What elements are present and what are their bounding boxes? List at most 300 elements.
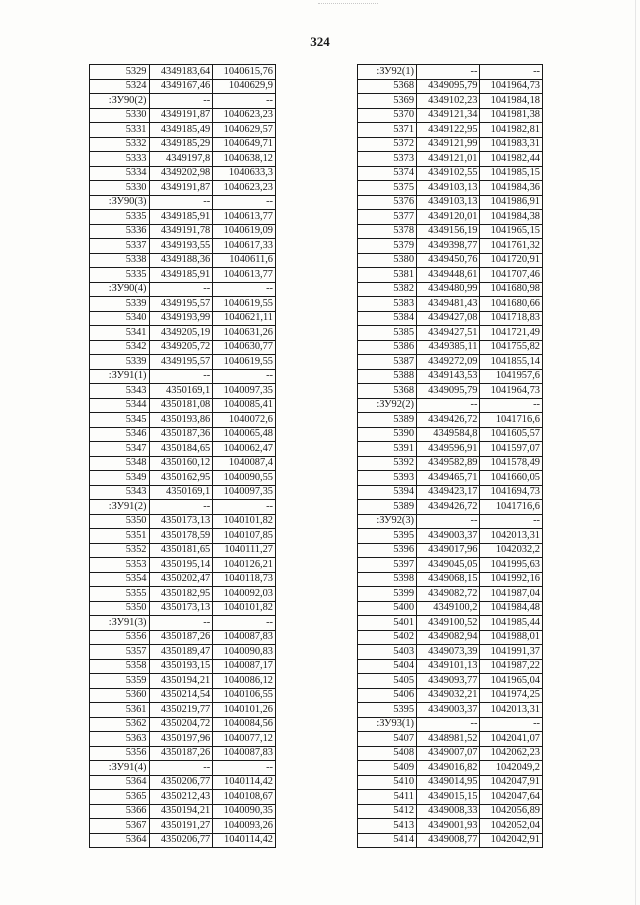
x-coordinate-cell: 4349101,13	[417, 659, 480, 674]
table-row	[358, 210, 543, 225]
x-coordinate-cell: 4349197,8	[149, 152, 213, 167]
table-row	[358, 79, 543, 94]
point-number-cell: 5401	[358, 616, 417, 631]
table-row	[90, 587, 276, 602]
y-coordinate-cell: 1041718,83	[480, 311, 543, 326]
table-row	[358, 761, 543, 776]
x-coordinate-cell: 4349193,55	[149, 239, 213, 254]
y-coordinate-cell: 1041991,37	[480, 645, 543, 660]
table-row	[358, 311, 543, 326]
y-coordinate-cell: --	[480, 65, 543, 80]
y-coordinate-cell: --	[213, 195, 276, 210]
y-coordinate-cell: 1042013,31	[480, 529, 543, 544]
point-number-cell: 5362	[90, 717, 150, 732]
x-coordinate-cell: 4350195,14	[149, 558, 213, 573]
table-row	[358, 137, 543, 152]
point-number-cell: 5380	[358, 253, 417, 268]
y-coordinate-cell: 1042047,64	[480, 790, 543, 805]
y-coordinate-cell: 1041855,14	[480, 355, 543, 370]
x-coordinate-cell: 4349121,01	[417, 152, 480, 167]
point-number-cell: 5405	[358, 674, 417, 689]
x-coordinate-cell: 4349423,17	[417, 485, 480, 500]
scan-top-mark	[318, 3, 378, 10]
x-coordinate-cell: --	[417, 65, 480, 80]
table-row	[90, 529, 276, 544]
table-row	[358, 253, 543, 268]
table-row	[90, 355, 276, 370]
point-number-cell: 5343	[90, 384, 150, 399]
table-row	[358, 587, 543, 602]
x-coordinate-cell: 4349103,13	[417, 181, 480, 196]
y-coordinate-cell: --	[213, 282, 276, 297]
table-row	[90, 268, 276, 283]
point-number-cell: 5364	[90, 775, 150, 790]
y-coordinate-cell: 1040077,12	[213, 732, 276, 747]
point-number-cell: 5373	[358, 152, 417, 167]
table-row	[90, 819, 276, 834]
x-coordinate-cell: 4349156,19	[417, 224, 480, 239]
y-coordinate-cell: 1041720,91	[480, 253, 543, 268]
x-coordinate-cell: 4349082,72	[417, 587, 480, 602]
table-row	[358, 746, 543, 761]
point-number-cell: 5342	[90, 340, 150, 355]
point-number-cell: 5339	[90, 355, 150, 370]
point-number-cell: 5338	[90, 253, 150, 268]
table-row	[90, 601, 276, 616]
x-coordinate-cell: --	[149, 195, 213, 210]
table-row	[90, 775, 276, 790]
table-row	[90, 137, 276, 152]
point-number-cell: 5395	[358, 703, 417, 718]
y-coordinate-cell: 1041660,05	[480, 471, 543, 486]
parcel-label-cell: :ЗУ92(1)	[358, 65, 417, 80]
y-coordinate-cell: 1041694,73	[480, 485, 543, 500]
point-number-cell: 5336	[90, 224, 150, 239]
y-coordinate-cell: 1041680,98	[480, 282, 543, 297]
point-number-cell: 5366	[90, 804, 150, 819]
table-row	[90, 210, 276, 225]
x-coordinate-cell: 4349480,99	[417, 282, 480, 297]
table-row	[90, 442, 276, 457]
y-coordinate-cell: 1041984,38	[480, 210, 543, 225]
y-coordinate-cell: 1041985,15	[480, 166, 543, 181]
point-number-cell: 5369	[358, 94, 417, 109]
x-coordinate-cell: 4348981,52	[417, 732, 480, 747]
point-number-cell: 5351	[90, 529, 150, 544]
table-row	[90, 239, 276, 254]
x-coordinate-cell: 4350214,54	[149, 688, 213, 703]
point-number-cell: 5374	[358, 166, 417, 181]
y-coordinate-cell: 1040108,67	[213, 790, 276, 805]
table-row	[358, 152, 543, 167]
coordinates-table-right	[357, 64, 543, 848]
y-coordinate-cell: 1040623,23	[213, 108, 276, 123]
x-coordinate-cell: 4349095,79	[417, 384, 480, 399]
x-coordinate-cell: 4349191,87	[149, 108, 213, 123]
y-coordinate-cell: 1041982,44	[480, 152, 543, 167]
x-coordinate-cell: 4349082,94	[417, 630, 480, 645]
y-coordinate-cell: 1042056,89	[480, 804, 543, 819]
parcel-header-row	[358, 514, 543, 529]
y-coordinate-cell: 1041985,44	[480, 616, 543, 631]
y-coordinate-cell: 1041984,48	[480, 601, 543, 616]
x-coordinate-cell: 4349188,36	[149, 253, 213, 268]
y-coordinate-cell: --	[213, 500, 276, 515]
table-row	[90, 630, 276, 645]
table-row	[90, 543, 276, 558]
point-number-cell: 5412	[358, 804, 417, 819]
x-coordinate-cell: 4349073,39	[417, 645, 480, 660]
point-number-cell: 5345	[90, 413, 150, 428]
table-row	[90, 253, 276, 268]
table-row	[358, 108, 543, 123]
y-coordinate-cell: 1040106,55	[213, 688, 276, 703]
y-coordinate-cell: 1042042,91	[480, 833, 543, 848]
x-coordinate-cell: 4349205,19	[149, 326, 213, 341]
point-number-cell: 5403	[358, 645, 417, 660]
point-number-cell: 5382	[358, 282, 417, 297]
x-coordinate-cell: 4349426,72	[417, 413, 480, 428]
y-coordinate-cell: 1042052,04	[480, 819, 543, 834]
point-number-cell: 5355	[90, 587, 150, 602]
point-number-cell: 5408	[358, 746, 417, 761]
point-number-cell: 5393	[358, 471, 417, 486]
table-row	[90, 804, 276, 819]
point-number-cell: 5400	[358, 601, 417, 616]
table-row	[90, 456, 276, 471]
x-coordinate-cell: 4350206,77	[149, 775, 213, 790]
y-coordinate-cell: 1041981,38	[480, 108, 543, 123]
table-row	[358, 703, 543, 718]
x-coordinate-cell: 4349102,23	[417, 94, 480, 109]
table-row	[358, 355, 543, 370]
y-coordinate-cell: 1040072,6	[213, 413, 276, 428]
y-coordinate-cell: 1040629,9	[213, 79, 276, 94]
y-coordinate-cell: 1041716,6	[480, 413, 543, 428]
table-row	[358, 790, 543, 805]
point-number-cell: 5359	[90, 674, 150, 689]
point-number-cell: 5399	[358, 587, 417, 602]
y-coordinate-cell: 1041755,82	[480, 340, 543, 355]
x-coordinate-cell: 4349185,29	[149, 137, 213, 152]
x-coordinate-cell: 4349100,2	[417, 601, 480, 616]
point-number-cell: 5378	[358, 224, 417, 239]
x-coordinate-cell: 4349003,37	[417, 703, 480, 718]
table-row	[358, 282, 543, 297]
x-coordinate-cell: 4350206,77	[149, 833, 213, 848]
x-coordinate-cell: 4349016,82	[417, 761, 480, 776]
table-row	[358, 485, 543, 500]
point-number-cell: 5394	[358, 485, 417, 500]
x-coordinate-cell: 4349195,57	[149, 297, 213, 312]
x-coordinate-cell: 4349093,77	[417, 674, 480, 689]
x-coordinate-cell: 4349185,91	[149, 210, 213, 225]
x-coordinate-cell: 4349032,21	[417, 688, 480, 703]
y-coordinate-cell: 1042013,31	[480, 703, 543, 718]
table-row	[90, 833, 276, 848]
y-coordinate-cell: 1041597,07	[480, 442, 543, 457]
y-coordinate-cell: 1042047,91	[480, 775, 543, 790]
x-coordinate-cell: 4350187,26	[149, 630, 213, 645]
y-coordinate-cell: 1041957,6	[480, 369, 543, 384]
x-coordinate-cell: 4350194,21	[149, 674, 213, 689]
x-coordinate-cell: 4349427,51	[417, 326, 480, 341]
table-row	[90, 398, 276, 413]
point-number-cell: 5388	[358, 369, 417, 384]
parcel-label-cell: :ЗУ92(3)	[358, 514, 417, 529]
x-coordinate-cell: 4350193,15	[149, 659, 213, 674]
y-coordinate-cell: 1041965,04	[480, 674, 543, 689]
table-row	[358, 239, 543, 254]
x-coordinate-cell: 4350187,26	[149, 746, 213, 761]
y-coordinate-cell: 1040087,4	[213, 456, 276, 471]
y-coordinate-cell: 1040629,57	[213, 123, 276, 138]
table-row	[90, 340, 276, 355]
point-number-cell: 5364	[90, 833, 150, 848]
table-row	[358, 572, 543, 587]
y-coordinate-cell: 1040090,83	[213, 645, 276, 660]
x-coordinate-cell: 4349007,07	[417, 746, 480, 761]
point-number-cell: 5330	[90, 181, 150, 196]
x-coordinate-cell: --	[149, 94, 213, 109]
x-coordinate-cell: 4350173,13	[149, 514, 213, 529]
y-coordinate-cell: 1040619,55	[213, 355, 276, 370]
point-number-cell: 5343	[90, 485, 150, 500]
x-coordinate-cell: 4350191,27	[149, 819, 213, 834]
x-coordinate-cell: 4349426,72	[417, 500, 480, 515]
x-coordinate-cell: 4349195,57	[149, 355, 213, 370]
point-number-cell: 5356	[90, 630, 150, 645]
y-coordinate-cell: 1041982,81	[480, 123, 543, 138]
y-coordinate-cell: --	[213, 94, 276, 109]
point-number-cell: 5409	[358, 761, 417, 776]
point-number-cell: 5367	[90, 819, 150, 834]
page-number: 324	[310, 34, 330, 49]
point-number-cell: 5397	[358, 558, 417, 573]
table-row	[358, 413, 543, 428]
y-coordinate-cell: 1041974,25	[480, 688, 543, 703]
y-coordinate-cell: 1042041,07	[480, 732, 543, 747]
point-number-cell: 5350	[90, 514, 150, 529]
x-coordinate-cell: 4349008,77	[417, 833, 480, 848]
table-row	[90, 123, 276, 138]
x-coordinate-cell: 4350197,96	[149, 732, 213, 747]
table-row	[90, 311, 276, 326]
parcel-label-cell: :ЗУ91(4)	[90, 761, 150, 776]
x-coordinate-cell: 4349193,99	[149, 311, 213, 326]
table-row	[358, 804, 543, 819]
table-row	[90, 558, 276, 573]
y-coordinate-cell: 1040649,71	[213, 137, 276, 152]
point-number-cell: 5402	[358, 630, 417, 645]
x-coordinate-cell: 4349120,01	[417, 210, 480, 225]
x-coordinate-cell: 4349103,13	[417, 195, 480, 210]
parcel-header-row	[90, 500, 276, 515]
y-coordinate-cell: 1040615,76	[213, 65, 276, 80]
point-number-cell: 5398	[358, 572, 417, 587]
table-row	[358, 297, 543, 312]
y-coordinate-cell: 1041995,63	[480, 558, 543, 573]
table-row	[358, 181, 543, 196]
x-coordinate-cell: 4349095,79	[417, 79, 480, 94]
y-coordinate-cell: 1041987,04	[480, 587, 543, 602]
y-coordinate-cell: --	[480, 398, 543, 413]
y-coordinate-cell: 1041965,15	[480, 224, 543, 239]
x-coordinate-cell: 4349385,11	[417, 340, 480, 355]
table-row	[90, 152, 276, 167]
y-coordinate-cell: 1040631,26	[213, 326, 276, 341]
y-coordinate-cell: 1040114,42	[213, 833, 276, 848]
y-coordinate-cell: 1042062,23	[480, 746, 543, 761]
x-coordinate-cell: 4350193,86	[149, 413, 213, 428]
x-coordinate-cell: 4349272,09	[417, 355, 480, 370]
x-coordinate-cell: 4350169,1	[149, 384, 213, 399]
y-coordinate-cell: 1040092,03	[213, 587, 276, 602]
table-row	[358, 224, 543, 239]
point-number-cell: 5368	[358, 79, 417, 94]
point-number-cell: 5324	[90, 79, 150, 94]
point-number-cell: 5331	[90, 123, 150, 138]
x-coordinate-cell: 4350184,65	[149, 442, 213, 457]
table-row	[358, 543, 543, 558]
parcel-header-row	[90, 195, 276, 210]
point-number-cell: 5376	[358, 195, 417, 210]
point-number-cell: 5350	[90, 601, 150, 616]
y-coordinate-cell: 1041986,91	[480, 195, 543, 210]
y-coordinate-cell: 1040111,27	[213, 543, 276, 558]
y-coordinate-cell: 1041987,22	[480, 659, 543, 674]
point-number-cell: 5340	[90, 311, 150, 326]
point-number-cell: 5413	[358, 819, 417, 834]
y-coordinate-cell: 1040090,35	[213, 804, 276, 819]
x-coordinate-cell: --	[149, 282, 213, 297]
y-coordinate-cell: 1041964,73	[480, 79, 543, 94]
y-coordinate-cell: 1041716,6	[480, 500, 543, 515]
point-number-cell: 5354	[90, 572, 150, 587]
point-number-cell: 5365	[90, 790, 150, 805]
table-row	[358, 500, 543, 515]
point-number-cell: 5357	[90, 645, 150, 660]
x-coordinate-cell: 4349014,95	[417, 775, 480, 790]
table-row	[358, 384, 543, 399]
x-coordinate-cell: --	[149, 500, 213, 515]
x-coordinate-cell: 4349584,8	[417, 427, 480, 442]
y-coordinate-cell: 1041983,31	[480, 137, 543, 152]
table-row	[358, 732, 543, 747]
x-coordinate-cell: 4350181,65	[149, 543, 213, 558]
table-row	[90, 224, 276, 239]
x-coordinate-cell: --	[417, 398, 480, 413]
table-row	[358, 645, 543, 660]
point-number-cell: 5353	[90, 558, 150, 573]
y-coordinate-cell: 1041984,18	[480, 94, 543, 109]
y-coordinate-cell: 1040087,83	[213, 630, 276, 645]
point-number-cell: 5372	[358, 137, 417, 152]
x-coordinate-cell: 4349191,78	[149, 224, 213, 239]
parcel-label-cell: :ЗУ90(4)	[90, 282, 150, 297]
table-row	[358, 616, 543, 631]
x-coordinate-cell: --	[417, 514, 480, 529]
y-coordinate-cell: 1040101,82	[213, 514, 276, 529]
table-row	[358, 369, 543, 384]
parcel-label-cell: :ЗУ90(2)	[90, 94, 150, 109]
table-row	[90, 514, 276, 529]
x-coordinate-cell: 4350181,08	[149, 398, 213, 413]
parcel-label-cell: :ЗУ91(2)	[90, 500, 150, 515]
y-coordinate-cell: 1040611,6	[213, 253, 276, 268]
y-coordinate-cell: 1040065,48	[213, 427, 276, 442]
table-row	[90, 485, 276, 500]
table-row	[90, 572, 276, 587]
point-number-cell: 5358	[90, 659, 150, 674]
x-coordinate-cell: 4350169,1	[149, 485, 213, 500]
point-number-cell: 5414	[358, 833, 417, 848]
parcel-header-row	[90, 282, 276, 297]
parcel-label-cell: :ЗУ92(2)	[358, 398, 417, 413]
table-row	[90, 427, 276, 442]
point-number-cell: 5411	[358, 790, 417, 805]
x-coordinate-cell: 4350187,36	[149, 427, 213, 442]
x-coordinate-cell: 4349008,33	[417, 804, 480, 819]
y-coordinate-cell: 1040087,17	[213, 659, 276, 674]
table-row	[90, 674, 276, 689]
point-number-cell: 5361	[90, 703, 150, 718]
y-coordinate-cell: 1040126,21	[213, 558, 276, 573]
table-row	[358, 268, 543, 283]
x-coordinate-cell: 4349122,95	[417, 123, 480, 138]
y-coordinate-cell: 1041680,66	[480, 297, 543, 312]
point-number-cell: 5389	[358, 500, 417, 515]
y-coordinate-cell: --	[480, 717, 543, 732]
x-coordinate-cell: 4349183,64	[149, 65, 213, 80]
point-number-cell: 5383	[358, 297, 417, 312]
table-row	[358, 819, 543, 834]
point-number-cell: 5344	[90, 398, 150, 413]
y-coordinate-cell: 1040107,85	[213, 529, 276, 544]
x-coordinate-cell: 4349143,53	[417, 369, 480, 384]
x-coordinate-cell: --	[417, 717, 480, 732]
point-number-cell: 5396	[358, 543, 417, 558]
table-row	[90, 471, 276, 486]
y-coordinate-cell: 1040623,23	[213, 181, 276, 196]
table-row	[90, 166, 276, 181]
table-row	[358, 674, 543, 689]
table-row	[358, 456, 543, 471]
coordinates-table-left	[89, 64, 276, 848]
y-coordinate-cell: 1041761,32	[480, 239, 543, 254]
parcel-label-cell: :ЗУ91(1)	[90, 369, 150, 384]
y-coordinate-cell: 1041578,49	[480, 456, 543, 471]
x-coordinate-cell: 4349205,72	[149, 340, 213, 355]
x-coordinate-cell: 4349003,37	[417, 529, 480, 544]
x-coordinate-cell: 4349121,99	[417, 137, 480, 152]
y-coordinate-cell: 1041605,57	[480, 427, 543, 442]
y-coordinate-cell: 1041984,36	[480, 181, 543, 196]
x-coordinate-cell: 4350194,21	[149, 804, 213, 819]
point-number-cell: 5390	[358, 427, 417, 442]
table-row	[90, 703, 276, 718]
y-coordinate-cell: 1040619,55	[213, 297, 276, 312]
point-number-cell: 5347	[90, 442, 150, 457]
table-row	[358, 471, 543, 486]
table-row	[358, 833, 543, 848]
table-row	[358, 166, 543, 181]
x-coordinate-cell: 4349202,98	[149, 166, 213, 181]
y-coordinate-cell: 1041964,73	[480, 384, 543, 399]
point-number-cell: 5370	[358, 108, 417, 123]
y-coordinate-cell: 1040619,09	[213, 224, 276, 239]
table-row	[358, 558, 543, 573]
